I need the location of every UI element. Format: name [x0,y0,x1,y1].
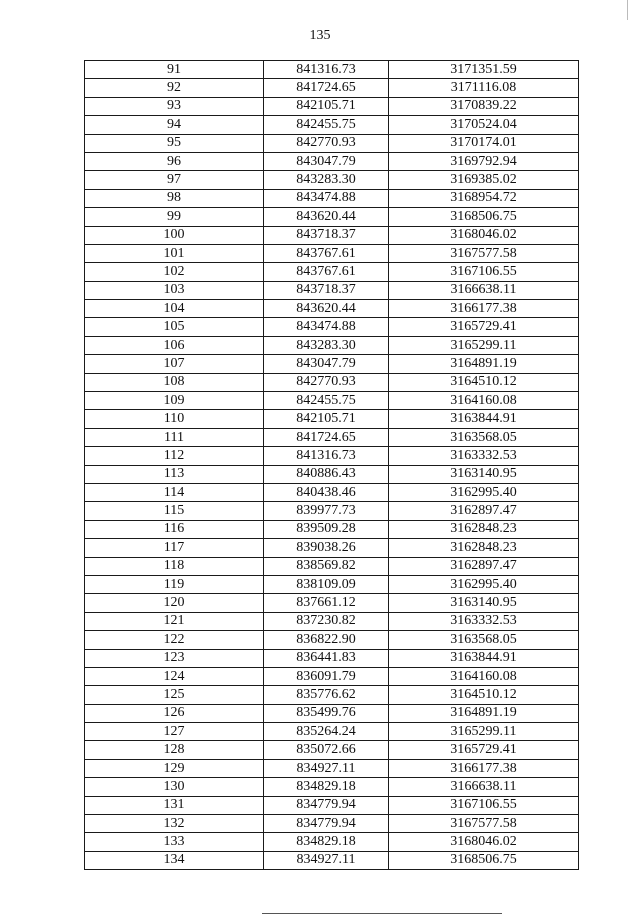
point-number-cell: 122 [85,631,264,649]
x-coordinate-cell: 834829.18 [264,778,389,796]
x-coordinate-cell: 834927.11 [264,759,389,777]
x-coordinate-cell: 842455.75 [264,116,389,134]
point-number-cell: 133 [85,833,264,851]
y-coordinate-cell: 3165729.41 [389,318,579,336]
table-row [85,447,579,465]
point-number-cell: 130 [85,778,264,796]
x-coordinate-cell: 835776.62 [264,686,389,704]
y-coordinate-cell: 3166638.11 [389,281,579,299]
x-coordinate-cell: 841724.65 [264,428,389,446]
x-coordinate-cell: 836441.83 [264,649,389,667]
x-coordinate-cell: 843718.37 [264,226,389,244]
x-coordinate-cell: 843767.61 [264,244,389,262]
y-coordinate-cell: 3163332.53 [389,612,579,630]
point-number-cell: 107 [85,355,264,373]
y-coordinate-cell: 3168506.75 [389,851,579,869]
table-row [85,171,579,189]
table-row [85,134,579,152]
table-row [85,355,579,373]
coordinates-table-body [85,61,579,870]
point-number-cell: 132 [85,815,264,833]
point-number-cell: 120 [85,594,264,612]
x-coordinate-cell: 843474.88 [264,318,389,336]
table-row [85,244,579,262]
point-number-cell: 91 [85,61,264,79]
y-coordinate-cell: 3167106.55 [389,796,579,814]
table-row [85,465,579,483]
point-number-cell: 106 [85,336,264,354]
table-row [85,483,579,501]
point-number-cell: 108 [85,373,264,391]
table-row [85,263,579,281]
y-coordinate-cell: 3167106.55 [389,263,579,281]
y-coordinate-cell: 3162897.47 [389,502,579,520]
table-row [85,612,579,630]
x-coordinate-cell: 843047.79 [264,355,389,373]
y-coordinate-cell: 3162995.40 [389,575,579,593]
point-number-cell: 119 [85,575,264,593]
x-coordinate-cell: 834927.11 [264,851,389,869]
x-coordinate-cell: 834779.94 [264,796,389,814]
table-row [85,741,579,759]
y-coordinate-cell: 3168046.02 [389,226,579,244]
y-coordinate-cell: 3166638.11 [389,778,579,796]
x-coordinate-cell: 842770.93 [264,373,389,391]
point-number-cell: 109 [85,392,264,410]
table-row [85,575,579,593]
point-number-cell: 111 [85,428,264,446]
y-coordinate-cell: 3164160.08 [389,667,579,685]
point-number-cell: 129 [85,759,264,777]
table-row [85,796,579,814]
x-coordinate-cell: 837661.12 [264,594,389,612]
y-coordinate-cell: 3167577.58 [389,244,579,262]
table-row [85,300,579,318]
x-coordinate-cell: 836822.90 [264,631,389,649]
y-coordinate-cell: 3168954.72 [389,189,579,207]
x-coordinate-cell: 834829.18 [264,833,389,851]
table-row [85,189,579,207]
x-coordinate-cell: 842105.71 [264,97,389,115]
y-coordinate-cell: 3165729.41 [389,741,579,759]
y-coordinate-cell: 3164891.19 [389,704,579,722]
y-coordinate-cell: 3163568.05 [389,631,579,649]
x-coordinate-cell: 836091.79 [264,667,389,685]
point-number-cell: 126 [85,704,264,722]
point-number-cell: 116 [85,520,264,538]
point-number-cell: 103 [85,281,264,299]
x-coordinate-cell: 841316.73 [264,447,389,465]
x-coordinate-cell: 840438.46 [264,483,389,501]
x-coordinate-cell: 839977.73 [264,502,389,520]
table-row [85,116,579,134]
point-number-cell: 102 [85,263,264,281]
table-row [85,723,579,741]
point-number-cell: 95 [85,134,264,152]
y-coordinate-cell: 3169385.02 [389,171,579,189]
table-row [85,373,579,391]
x-coordinate-cell: 843283.30 [264,171,389,189]
point-number-cell: 113 [85,465,264,483]
point-number-cell: 127 [85,723,264,741]
point-number-cell: 117 [85,539,264,557]
x-coordinate-cell: 841316.73 [264,61,389,79]
table-row [85,557,579,575]
x-coordinate-cell: 843283.30 [264,336,389,354]
y-coordinate-cell: 3163332.53 [389,447,579,465]
x-coordinate-cell: 842105.71 [264,410,389,428]
table-row [85,520,579,538]
x-coordinate-cell: 843047.79 [264,152,389,170]
y-coordinate-cell: 3162848.23 [389,539,579,557]
table-row [85,539,579,557]
table-row [85,759,579,777]
x-coordinate-cell: 842455.75 [264,392,389,410]
table-row [85,851,579,869]
table-row [85,226,579,244]
point-number-cell: 96 [85,152,264,170]
x-coordinate-cell: 840886.43 [264,465,389,483]
y-coordinate-cell: 3165299.11 [389,723,579,741]
x-coordinate-cell: 834779.94 [264,815,389,833]
point-number-cell: 98 [85,189,264,207]
table-row [85,318,579,336]
y-coordinate-cell: 3162995.40 [389,483,579,501]
point-number-cell: 94 [85,116,264,134]
table-row [85,815,579,833]
coordinates-table [84,60,579,870]
point-number-cell: 125 [85,686,264,704]
table-row [85,97,579,115]
y-coordinate-cell: 3163844.91 [389,649,579,667]
table-row [85,649,579,667]
y-coordinate-cell: 3167577.58 [389,815,579,833]
table-row [85,667,579,685]
point-number-cell: 115 [85,502,264,520]
y-coordinate-cell: 3164160.08 [389,392,579,410]
y-coordinate-cell: 3163140.95 [389,594,579,612]
page-number: 135 [309,28,331,43]
y-coordinate-cell: 3166177.38 [389,300,579,318]
table-row [85,152,579,170]
x-coordinate-cell: 842770.93 [264,134,389,152]
table-row [85,833,579,851]
x-coordinate-cell: 843620.44 [264,208,389,226]
y-coordinate-cell: 3163140.95 [389,465,579,483]
x-coordinate-cell: 843718.37 [264,281,389,299]
point-number-cell: 128 [85,741,264,759]
table-row [85,686,579,704]
y-coordinate-cell: 3166177.38 [389,759,579,777]
y-coordinate-cell: 3170174.01 [389,134,579,152]
table-row [85,336,579,354]
point-number-cell: 101 [85,244,264,262]
x-coordinate-cell: 841724.65 [264,79,389,97]
point-number-cell: 118 [85,557,264,575]
x-coordinate-cell: 839509.28 [264,520,389,538]
table-row [85,631,579,649]
y-coordinate-cell: 3168506.75 [389,208,579,226]
table-row [85,428,579,446]
point-number-cell: 104 [85,300,264,318]
y-coordinate-cell: 3164510.12 [389,686,579,704]
x-coordinate-cell: 843767.61 [264,263,389,281]
footer-rule [262,913,502,914]
point-number-cell: 93 [85,97,264,115]
table-row [85,61,579,79]
y-coordinate-cell: 3162897.47 [389,557,579,575]
point-number-cell: 134 [85,851,264,869]
y-coordinate-cell: 3164891.19 [389,355,579,373]
x-coordinate-cell: 838109.09 [264,575,389,593]
x-coordinate-cell: 839038.26 [264,539,389,557]
table-row [85,79,579,97]
point-number-cell: 123 [85,649,264,667]
point-number-cell: 131 [85,796,264,814]
point-number-cell: 105 [85,318,264,336]
y-coordinate-cell: 3170524.04 [389,116,579,134]
table-row [85,502,579,520]
point-number-cell: 112 [85,447,264,465]
point-number-cell: 114 [85,483,264,501]
y-coordinate-cell: 3170839.22 [389,97,579,115]
y-coordinate-cell: 3165299.11 [389,336,579,354]
table-row [85,281,579,299]
y-coordinate-cell: 3171116.08 [389,79,579,97]
y-coordinate-cell: 3164510.12 [389,373,579,391]
point-number-cell: 97 [85,171,264,189]
x-coordinate-cell: 835264.24 [264,723,389,741]
y-coordinate-cell: 3171351.59 [389,61,579,79]
table-row [85,410,579,428]
scan-edge-mark [627,0,628,20]
y-coordinate-cell: 3163844.91 [389,410,579,428]
point-number-cell: 124 [85,667,264,685]
point-number-cell: 110 [85,410,264,428]
x-coordinate-cell: 843620.44 [264,300,389,318]
table-row [85,778,579,796]
x-coordinate-cell: 835072.66 [264,741,389,759]
y-coordinate-cell: 3169792.94 [389,152,579,170]
y-coordinate-cell: 3162848.23 [389,520,579,538]
table-row [85,392,579,410]
x-coordinate-cell: 838569.82 [264,557,389,575]
point-number-cell: 100 [85,226,264,244]
point-number-cell: 121 [85,612,264,630]
table-row [85,208,579,226]
point-number-cell: 99 [85,208,264,226]
y-coordinate-cell: 3163568.05 [389,428,579,446]
x-coordinate-cell: 835499.76 [264,704,389,722]
x-coordinate-cell: 843474.88 [264,189,389,207]
table-row [85,704,579,722]
x-coordinate-cell: 837230.82 [264,612,389,630]
point-number-cell: 92 [85,79,264,97]
y-coordinate-cell: 3168046.02 [389,833,579,851]
table-row [85,594,579,612]
